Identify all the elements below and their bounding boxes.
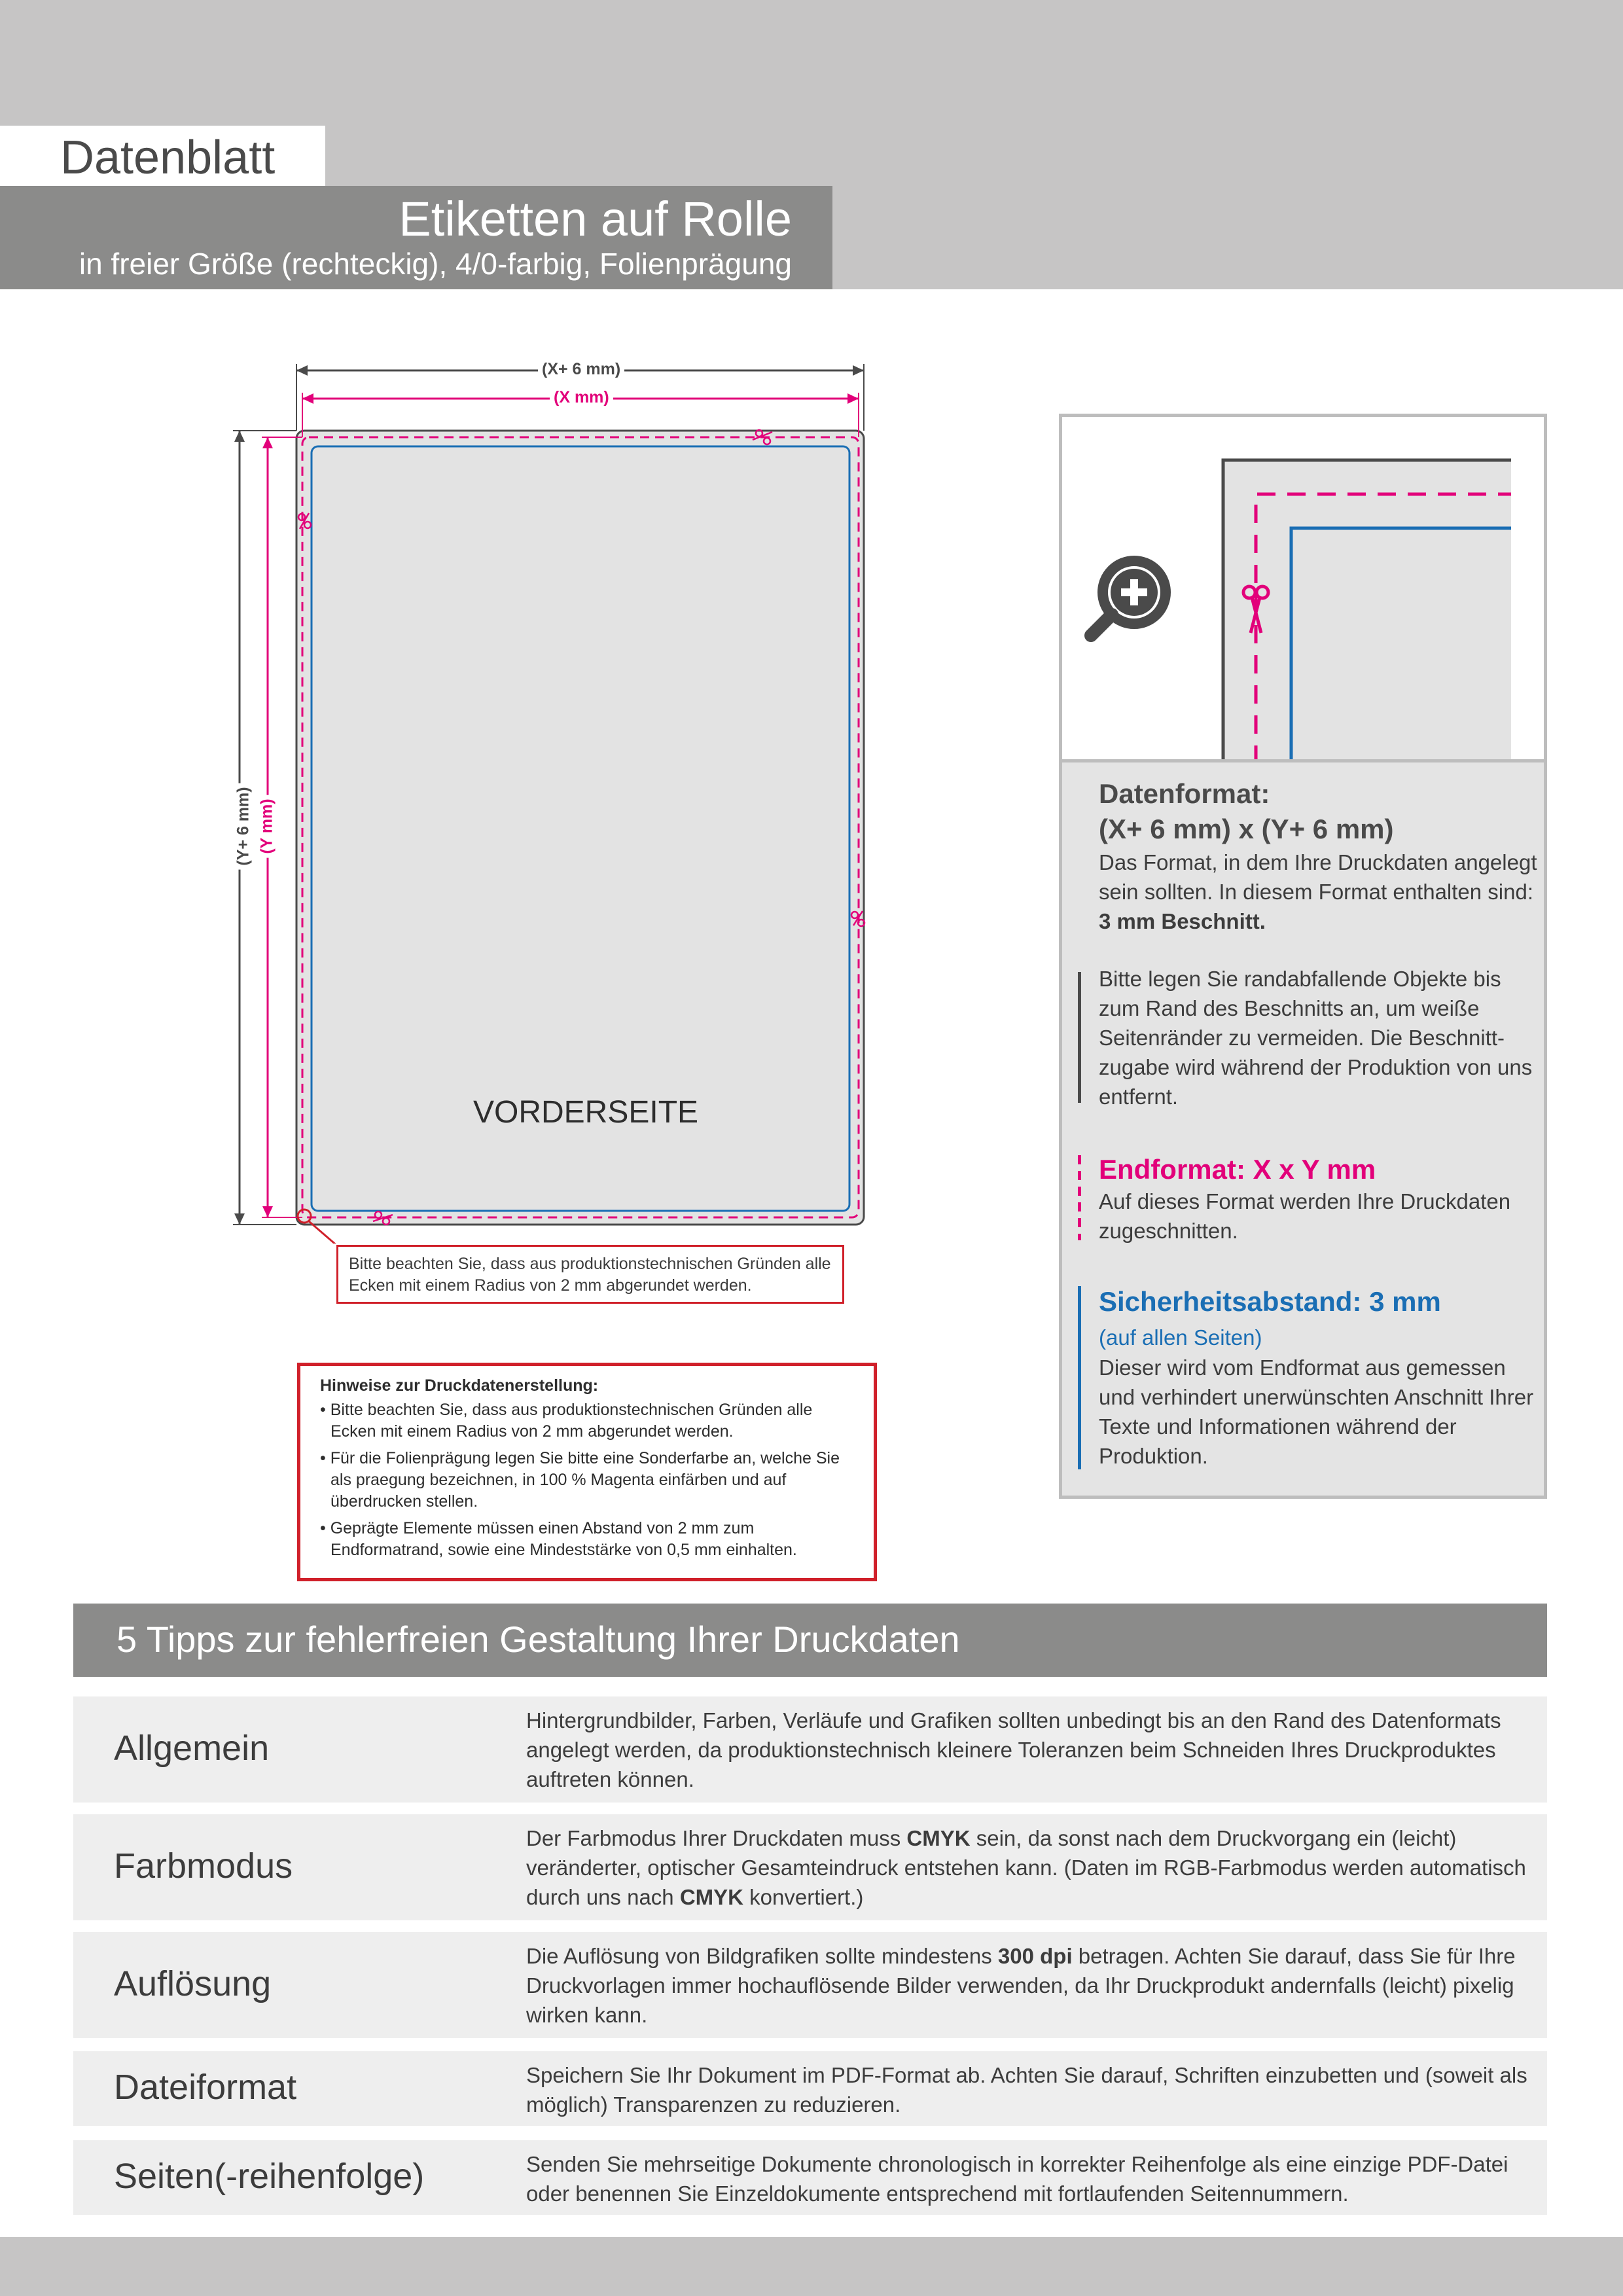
safety-text: Dieser wird vom Endformat aus gemessen und verhindert unerwünschten Anschnitt Ihrer Texte und Informationen während der Produktion. <box>1099 1355 1534 1468</box>
tip-text: Die Auflösung von Bildgrafiken sollte mindestens 300 dpi betragen. Achten Sie darauf, dass Sie für Ihre Druckvorlagen immer hochauflösende Bilder verwenden, da Ihr Druckprodukt andernfalls (leicht) pixelig wirken kann. <box>526 1944 1516 2027</box>
tip-label: Auflösung <box>114 1964 272 2003</box>
title-bar <box>0 186 832 289</box>
hint-item: • Geprägte Elemente müssen einen Abstand von 2 mm zum Endformatrand, sowie eine Mindeststärke von 0,5 mm einhalten. <box>320 1519 797 1559</box>
hint-item: • Für die Folienprägung legen Sie bitte eine Sonderfarbe an, welche Sie als praegung bezeichnen, in 100 % Magenta einfärben und auf überdrucken stellen. <box>320 1449 840 1511</box>
bleed-marker-bar <box>1078 972 1081 1103</box>
doc-type-label <box>0 126 325 186</box>
safety-marker-bar <box>1078 1286 1081 1469</box>
hints-title: Hinweise zur Druckdatenerstellung: <box>320 1376 599 1395</box>
data-format-size: (X+ 6 mm) x (Y+ 6 mm) <box>1099 814 1394 844</box>
data-format-desc: Das Format, in dem Ihre Druckdaten angelegt sein sollten. In diesem Format enthalten sind: <box>1099 850 1537 904</box>
page-subtitle: in freier Größe (rechteckig), 4/0-farbig, Folienprägung <box>79 247 792 281</box>
tip-text: Hintergrundbilder, Farben, Verläufe und Grafiken sollten unbedingt bis an den Rand des Datenformats angelegt werden, da produktionstechnisch kleinere Toleranzen beim Schneiden Ihres Druckproduktes auftreten können. <box>526 1708 1501 1791</box>
tip-row-seiten <box>73 2140 1547 2215</box>
tip-label: Seiten(-reihenfolge) <box>114 2157 425 2196</box>
tip-row-aufloesung <box>73 1932 1547 2038</box>
tips-title: 5 Tipps zur fehlerfreien Gestaltung Ihrer Druckdaten <box>116 1619 960 1660</box>
doc-type-text: Datenblatt <box>60 132 276 184</box>
data-format-bleed: 3 mm Beschnitt. <box>1099 909 1266 933</box>
end-format-text: Auf dieses Format werden Ihre Druckdaten zugeschnitten. <box>1099 1189 1511 1243</box>
footer-band <box>0 2237 1623 2296</box>
zoom-in-icon <box>1091 561 1166 636</box>
front-side-label: VORDERSEITE <box>473 1095 699 1130</box>
corner-detail-graphic <box>1062 417 1544 762</box>
tip-label: Dateiformat <box>114 2068 297 2107</box>
tip-text: Speichern Sie Ihr Dokument im PDF-Format ab. Achten Sie darauf, Schriften einzubetten und (soweit als möglich) Transparenzen zu reduzieren. <box>526 2063 1527 2117</box>
dim-width-outer-label: (X+ 6 mm) <box>538 360 624 379</box>
tip-row-allgemein <box>73 1696 1547 1803</box>
hint-item: • Bitte beachten Sie, dass aus produktionstechnischen Gründen alle Ecken mit einem Radius von 2 mm abgerundet werden. <box>320 1401 813 1441</box>
format-info-panel <box>1059 759 1547 1499</box>
data-format-text <box>1099 848 1544 936</box>
tips-header <box>73 1604 1547 1677</box>
end-format-title: Endformat: X x Y mm <box>1099 1154 1376 1185</box>
corner-radius-note: Bitte beachten Sie, dass aus produktionstechnischen Gründen alle Ecken mit einem Radius von 2 mm abgerundet werden. <box>336 1245 844 1304</box>
dim-height-outer-label: (Y+ 6 mm) <box>234 783 253 869</box>
tip-label: Allgemein <box>114 1729 270 1768</box>
bleed-text: Bitte legen Sie randabfallende Objekte bis zum Rand des Beschnitts an, um weiße Seitenränder zu vermeiden. Die Beschnitt-zugabe wird während der Produktion von uns entfernt. <box>1099 967 1533 1109</box>
dim-width-inner-label: (X mm) <box>550 388 613 407</box>
tip-label: Farbmodus <box>114 1846 293 1886</box>
data-format-title: Datenformat: <box>1099 778 1270 809</box>
tip-text: Der Farbmodus Ihrer Druckdaten muss CMYK sein, da sonst nach dem Druckvorgang ein (leicht) veränderter, optischer Gesamteindruck entstehen kann. (Daten im RGB-Farbmodus werden automatisch durch uns nach CMYK konvertiert.) <box>526 1826 1526 1909</box>
tip-row-dateiformat <box>73 2051 1547 2126</box>
print-hints-box <box>297 1363 877 1581</box>
zoom-detail-box <box>1059 414 1547 762</box>
trim-marker-bar <box>1078 1155 1081 1240</box>
safety-subtitle: (auf allen Seiten) <box>1099 1325 1262 1350</box>
dim-height-inner-label: (Y mm) <box>258 795 277 857</box>
page-title: Etiketten auf Rolle <box>399 192 792 246</box>
safety-title: Sicherheitsabstand: 3 mm <box>1099 1286 1441 1317</box>
tip-row-farbmodus <box>73 1814 1547 1920</box>
tip-text: Senden Sie mehrseitige Dokumente chronologisch in korrekter Reihenfolge als eine einzige PDF-Datei oder benennen Sie Einzeldokumente entsprechend mit fortlaufenden Seitennummern. <box>526 2152 1508 2206</box>
